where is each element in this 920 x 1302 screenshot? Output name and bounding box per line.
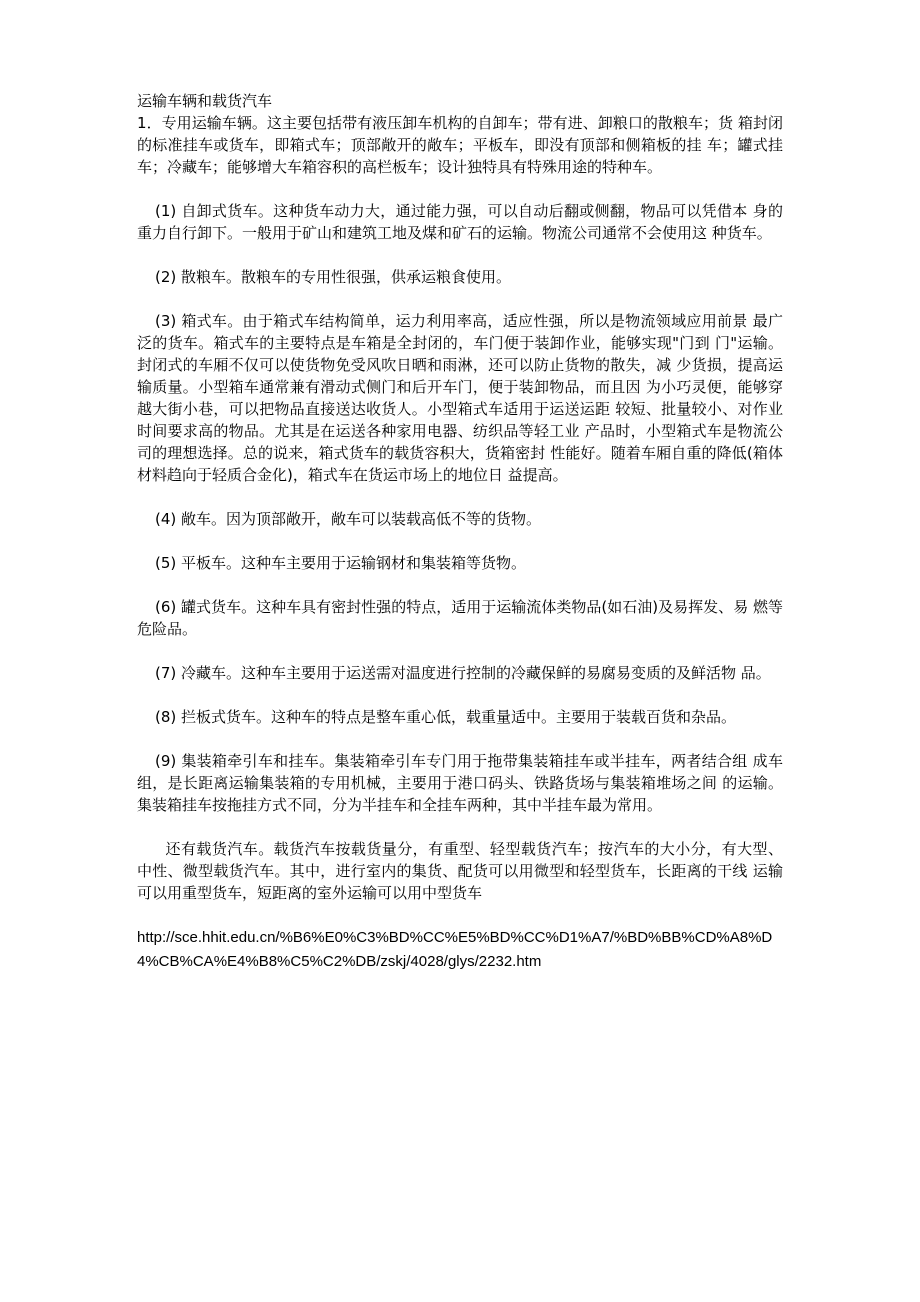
document-title: 运输车辆和载货汽车 (137, 92, 273, 110)
paragraph-item-6: (6) 罐式货车。这种车具有密封性强的特点，适用于运输流体类物品(如石油)及易挥发、易 燃等危险品。 (137, 598, 783, 638)
source-url: http://sce.hhit.edu.cn/%B6%E0%C3%BD%CC%E5%BD%CC%D1%A7/%BD%BB%CD%A8%D4%CB%CA%E4%B8%C5%C2%DB/zskj/4028/glys/2232.htm (137, 929, 773, 970)
paragraph-item-8: (8) 拦板式货车。这种车的特点是整车重心低，载重量适中。主要用于装载百货和杂品。 (155, 708, 737, 726)
paragraph-item-4: (4) 敞车。因为顶部敞开，敞车可以装载高低不等的货物。 (155, 510, 542, 528)
paragraph-item-1: (1) 自卸式货车。这种货车动力大，通过能力强，可以自动后翻或侧翻，物品可以凭借本 身的重力自行卸下。一般用于矿山和建筑工地及煤和矿石的运输。物流公司通常不会使用这 种货车。 (137, 202, 783, 242)
closing-paragraph: 还有载货汽车。载货汽车按载货量分，有重型、轻型载货汽车；按汽车的大小分，有大型、 中性、微型载货汽车。其中，进行室内的集货、配货可以用微型和轻型货车，长距离的干线 运输可以用重型货车，短距离的室外运输可以用中型货车 (137, 840, 783, 902)
paragraph-item-5: (5) 平板车。这种车主要用于运输钢材和集装箱等货物。 (155, 554, 527, 572)
paragraph-item-9: (9) 集装箱牵引车和挂车。集装箱牵引车专门用于拖带集装箱挂车或半挂车，两者结合组 成车组，是长距离运输集装箱的专用机械，主要用于港口码头、铁路货场与集装箱堆场之间 的运输。集装箱挂车按拖挂方式不同，分为半挂车和全挂车两种，其中半挂车最为常用。 (137, 752, 783, 814)
paragraph-item-3: (3) 箱式车。由于箱式车结构简单，运力利用率高，适应性强，所以是物流领域应用前景 最广泛的货车。箱式车的主要特点是车箱是全封闭的，车门便于装卸作业，能够实现"门到 门"运输。封闭式的车厢不仅可以使货物免受风吹日晒和雨淋，还可以防止货物的散失，减 少货损，提高运输质量。小型箱车通常兼有滑动式侧门和后开车门，便于装卸物品，而且因 为小巧灵便，能够穿越大街小巷，可以把物品直接送达收货人。小型箱式车适用于运送运距 较短、批量较小、对作业时间要求高的物品。尤其是在运送各种家用电器、纺织品等轻工业 产品时，小型箱式车是物流公司的理想选择。总的说来，箱式货车的载货容积大，货箱密封 性能好。随着车厢自重的降低(箱体材料趋向于轻质合金化)，箱式车在货运市场上的地位日 益提高。 (137, 312, 783, 484)
intro-paragraph: 1．专用运输车辆。这主要包括带有液压卸车机构的自卸车；带有进、卸粮口的散粮车；货 箱封闭的标准挂车或货车，即箱式车；顶部敞开的敞车；平板车，即没有顶部和侧箱板的挂 车；罐式挂车；冷藏车；能够增大车箱容积的高栏板车；设计独特具有特殊用途的特种车。 (137, 114, 783, 176)
paragraph-item-7: (7) 冷藏车。这种车主要用于运送需对温度进行控制的冷藏保鲜的易腐易变质的及鲜活物 品。 (155, 664, 771, 682)
paragraph-item-2: (2) 散粮车。散粮车的专用性很强，供承运粮食使用。 (155, 268, 512, 286)
